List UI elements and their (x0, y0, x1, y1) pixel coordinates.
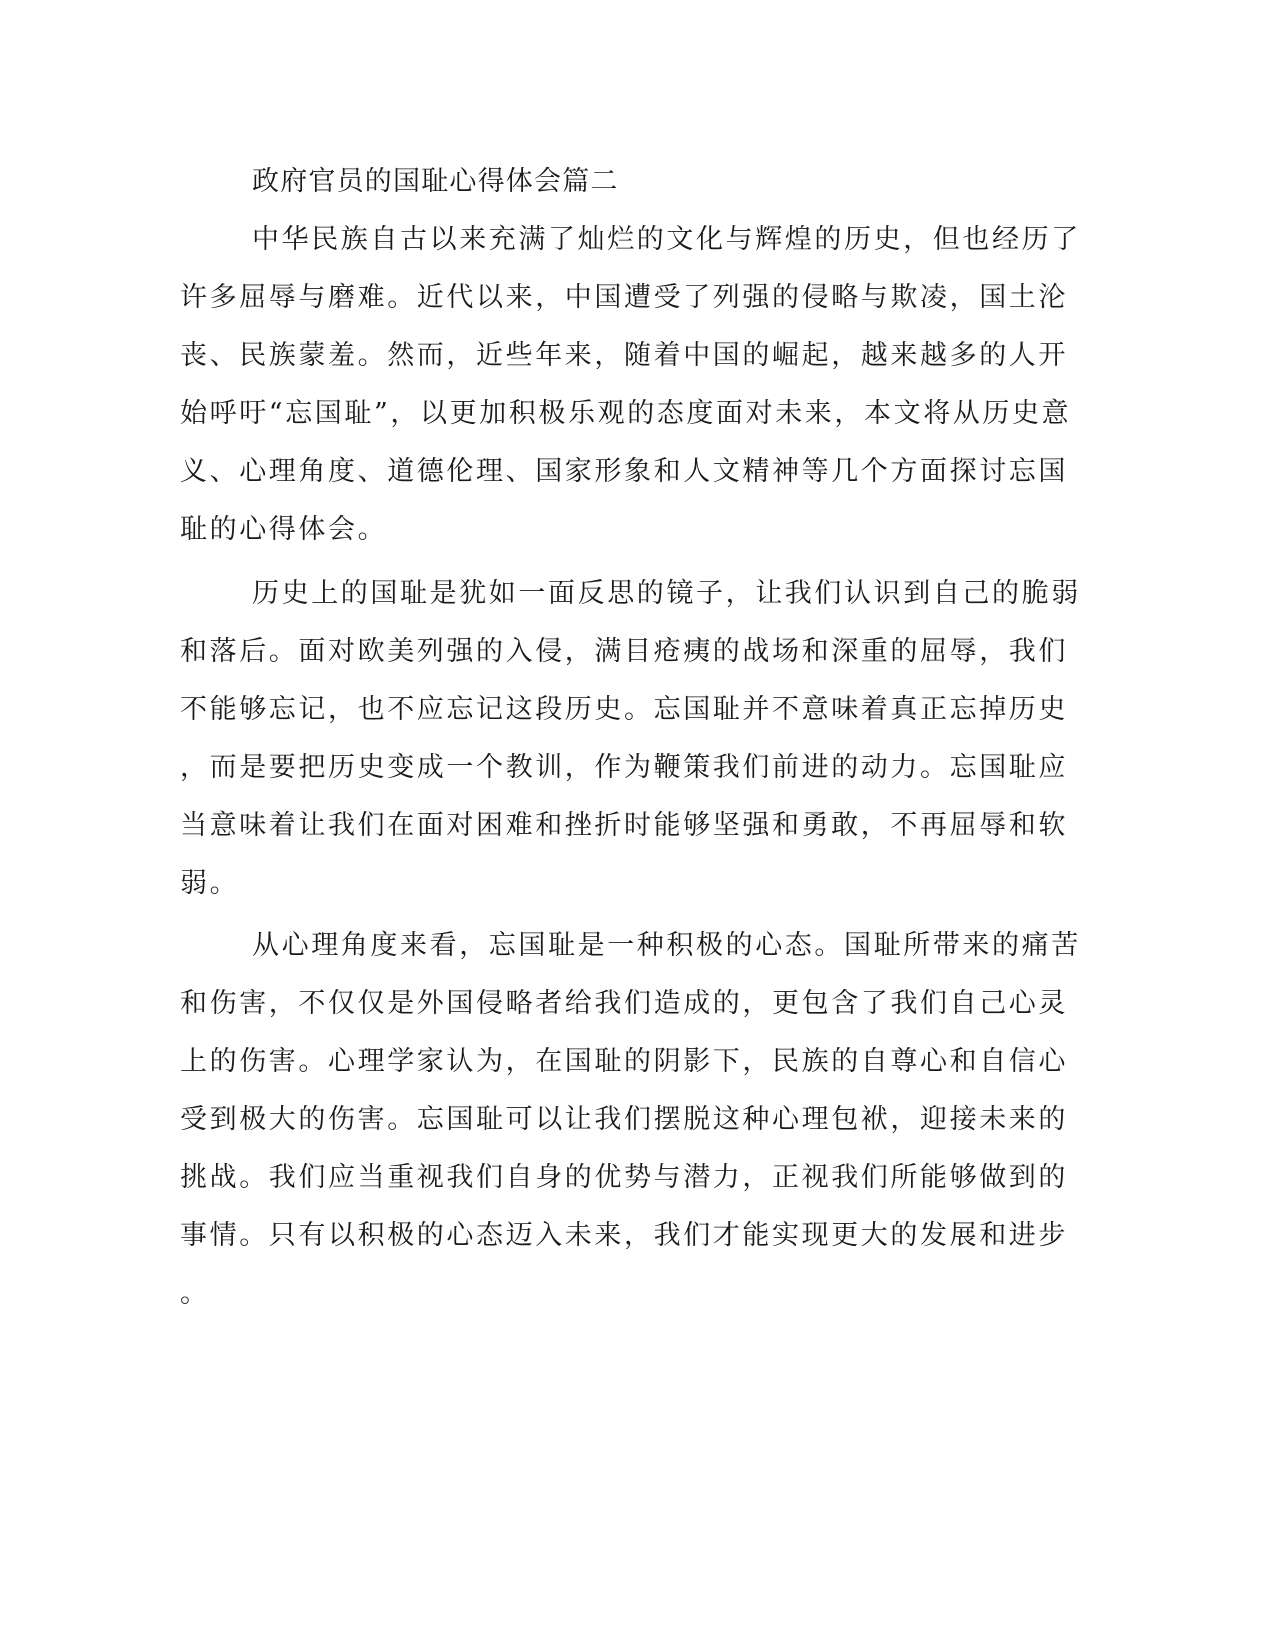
paragraph-line: 弱。 (180, 868, 240, 899)
paragraph-line: 不能够忘记，也不应忘记这段历史。忘国耻并不意味着真正忘掉历史 (180, 694, 1068, 725)
paragraph-line: 义、心理角度、道德伦理、国家形象和人文精神等几个方面探讨忘国 (180, 456, 1068, 487)
paragraph-line: 事情。只有以积极的心态迈入未来，我们才能实现更大的发展和进步 (180, 1220, 1068, 1251)
paragraph-line: 当意味着让我们在面对困难和挫折时能够坚强和勇敢，不再屈辱和软 (180, 810, 1068, 841)
document-title: 政府官员的国耻心得体会篇二 (252, 166, 619, 197)
paragraph-line: 始呼吁“忘国耻”，以更加积极乐观的态度面对未来，本文将从历史意 (180, 398, 1072, 429)
paragraph-line: 和落后。面对欧美列强的入侵，满目疮痍的战场和深重的屈辱，我们 (180, 636, 1068, 667)
paragraph-line: 。 (180, 1278, 210, 1309)
paragraph-line: ，而是要把历史变成一个教训，作为鞭策我们前进的动力。忘国耻应 (180, 752, 1068, 783)
paragraph-line: 挑战。我们应当重视我们自身的优势与潜力，正视我们所能够做到的 (180, 1162, 1068, 1193)
paragraph-line: 从心理角度来看，忘国耻是一种积极的心态。国耻所带来的痛苦 (252, 930, 1081, 961)
paragraph-line: 上的伤害。心理学家认为，在国耻的阴影下，民族的自尊心和自信心 (180, 1046, 1068, 1077)
paragraph-line: 和伤害，不仅仅是外国侵略者给我们造成的，更包含了我们自己心灵 (180, 988, 1068, 1019)
paragraph-line: 历史上的国耻是犹如一面反思的镜子，让我们认识到自己的脆弱 (252, 578, 1081, 609)
paragraph-line: 中华民族自古以来充满了灿烂的文化与辉煌的历史，但也经历了 (252, 224, 1081, 255)
paragraph-line: 受到极大的伤害。忘国耻可以让我们摆脱这种心理包袱，迎接未来的 (180, 1104, 1068, 1135)
paragraph-line: 耻的心得体会。 (180, 514, 388, 545)
paragraph-line: 丧、民族蒙羞。然而，近些年来，随着中国的崛起，越来越多的人开 (180, 340, 1068, 371)
paragraph-line: 许多屈辱与磨难。近代以来，中国遭受了列强的侵略与欺凌，国土沦 (180, 282, 1068, 313)
